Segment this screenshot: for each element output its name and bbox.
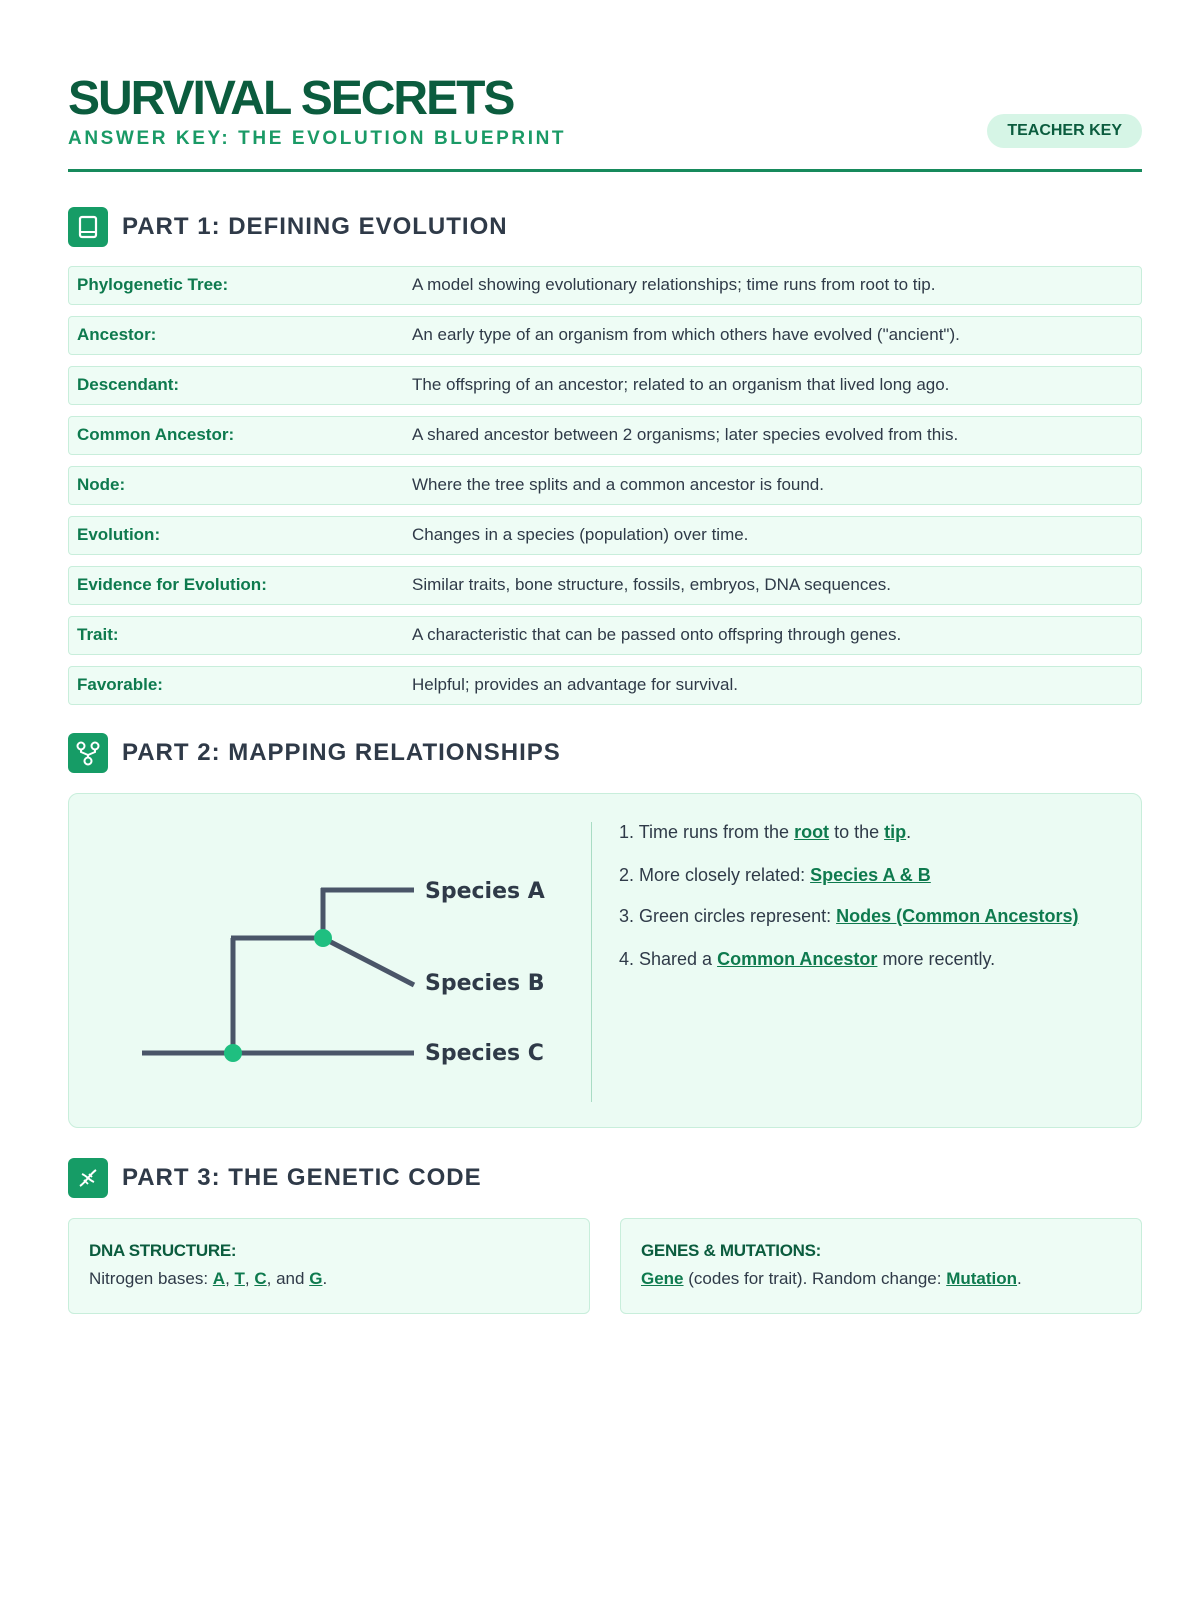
page-subtitle: ANSWER KEY: THE EVOLUTION BLUEPRINT <box>68 128 567 149</box>
answer-text: to the <box>829 822 885 842</box>
definition-term: Favorable: <box>77 675 163 694</box>
definition-term: Ancestor: <box>77 325 157 344</box>
part2-header <box>68 733 1142 773</box>
definition-text: A shared ancestor between 2 organisms; later species evolved from this. <box>412 425 959 444</box>
definition-row <box>68 416 1142 455</box>
answer-item <box>619 904 1129 947</box>
gene-fill: Gene <box>641 1269 684 1288</box>
answers-list <box>619 820 1129 990</box>
definition-term: Node: <box>77 475 126 494</box>
species-b-label: Species B <box>425 971 545 996</box>
answer-fill: Species A & B <box>810 865 931 885</box>
definition-text: A characteristic that can be passed onto offspring through genes. <box>412 625 902 644</box>
definition-term: Descendant: <box>77 375 180 394</box>
base-fill: C <box>254 1269 267 1288</box>
definition-text: Where the tree splits and a common ancestor is found. <box>412 475 824 494</box>
genes-mutations-text <box>641 1269 1022 1289</box>
teacher-key-badge: TEACHER KEY <box>987 114 1142 148</box>
phylogenetic-tree <box>69 794 599 1129</box>
answer-text: 3. Green circles represent: <box>619 906 837 926</box>
part1-title: PART 1: DEFINING EVOLUTION <box>122 213 508 240</box>
book-icon <box>68 207 108 247</box>
definition-term: Trait: <box>77 625 119 644</box>
base-fill: T <box>234 1269 245 1288</box>
definition-text: A model showing evolutionary relationships; time runs from root to tip. <box>412 275 936 294</box>
dna-text: , <box>225 1269 235 1288</box>
answer-fill: tip <box>884 822 907 842</box>
answer-fill: Common Ancestor <box>717 949 878 969</box>
branch-icon <box>68 733 108 773</box>
page-title: SURVIVAL SECRETS <box>68 72 514 125</box>
tree-b-branch-line <box>323 938 414 985</box>
definition-row <box>68 266 1142 305</box>
answer-fill: Nodes (Common Ancestors) <box>836 906 1079 926</box>
dna-text: , and <box>266 1269 310 1288</box>
part1-header <box>68 207 1142 247</box>
dna-structure-label: DNA STRUCTURE: <box>89 1241 237 1260</box>
mutation-fill: Mutation <box>946 1269 1018 1288</box>
definition-text: The offspring of an ancestor; related to an organism that lived long ago. <box>412 375 950 394</box>
answer-fill: root <box>794 822 830 842</box>
dna-text: , <box>244 1269 255 1288</box>
answer-item <box>619 863 1129 904</box>
definition-term: Evidence for Evolution: <box>77 575 267 594</box>
answer-text: more recently. <box>877 949 996 969</box>
genes-text: . <box>1017 1269 1022 1288</box>
genes-mutations-label: GENES & MUTATIONS: <box>641 1241 822 1260</box>
definition-term: Phylogenetic Tree: <box>77 275 229 294</box>
definition-row <box>68 616 1142 655</box>
answer-item <box>619 947 1129 990</box>
genes-text: (codes for trait). Random change: <box>683 1269 947 1288</box>
node-circle <box>224 1044 242 1062</box>
definition-text: Helpful; provides an advantage for survival. <box>412 675 739 694</box>
definition-text: Similar traits, bone structure, fossils, embryos, DNA sequences. <box>412 575 892 594</box>
species-c-label: Species C <box>425 1041 544 1066</box>
dna-text: Nitrogen bases: <box>89 1269 213 1288</box>
answer-text: 2. More closely related: <box>619 865 811 885</box>
definition-row <box>68 666 1142 705</box>
panel-divider <box>591 822 592 1102</box>
definition-row <box>68 516 1142 555</box>
definition-row <box>68 466 1142 505</box>
part3-header <box>68 1158 1142 1198</box>
species-a-label: Species A <box>425 879 545 904</box>
answer-text: 1. Time runs from the <box>619 822 795 842</box>
dna-text: . <box>322 1269 328 1288</box>
page <box>68 0 1142 1600</box>
node-circle <box>314 929 332 947</box>
genes-mutations-card <box>620 1218 1142 1314</box>
definition-text: An early type of an organism from which others have evolved ("ancient"). <box>412 325 960 344</box>
mapping-panel <box>68 793 1142 1128</box>
definition-term: Common Ancestor: <box>77 425 235 444</box>
dna-structure-text <box>89 1269 327 1289</box>
definition-term: Evolution: <box>77 525 161 544</box>
answer-item <box>619 820 1129 863</box>
definition-row <box>68 566 1142 605</box>
header <box>68 70 1142 172</box>
answer-text: 4. Shared a <box>619 949 718 969</box>
dna-icon <box>68 1158 108 1198</box>
base-fill: G <box>309 1269 323 1288</box>
answer-text: . <box>906 822 912 842</box>
base-fill: A <box>212 1269 226 1288</box>
definition-text: Changes in a species (population) over time. <box>412 525 749 544</box>
definition-row <box>68 316 1142 355</box>
part2-title: PART 2: MAPPING RELATIONSHIPS <box>122 739 561 766</box>
part3-title: PART 3: THE GENETIC CODE <box>122 1164 482 1191</box>
definitions-list <box>68 266 1142 716</box>
definition-row <box>68 366 1142 405</box>
dna-structure-card <box>68 1218 590 1314</box>
